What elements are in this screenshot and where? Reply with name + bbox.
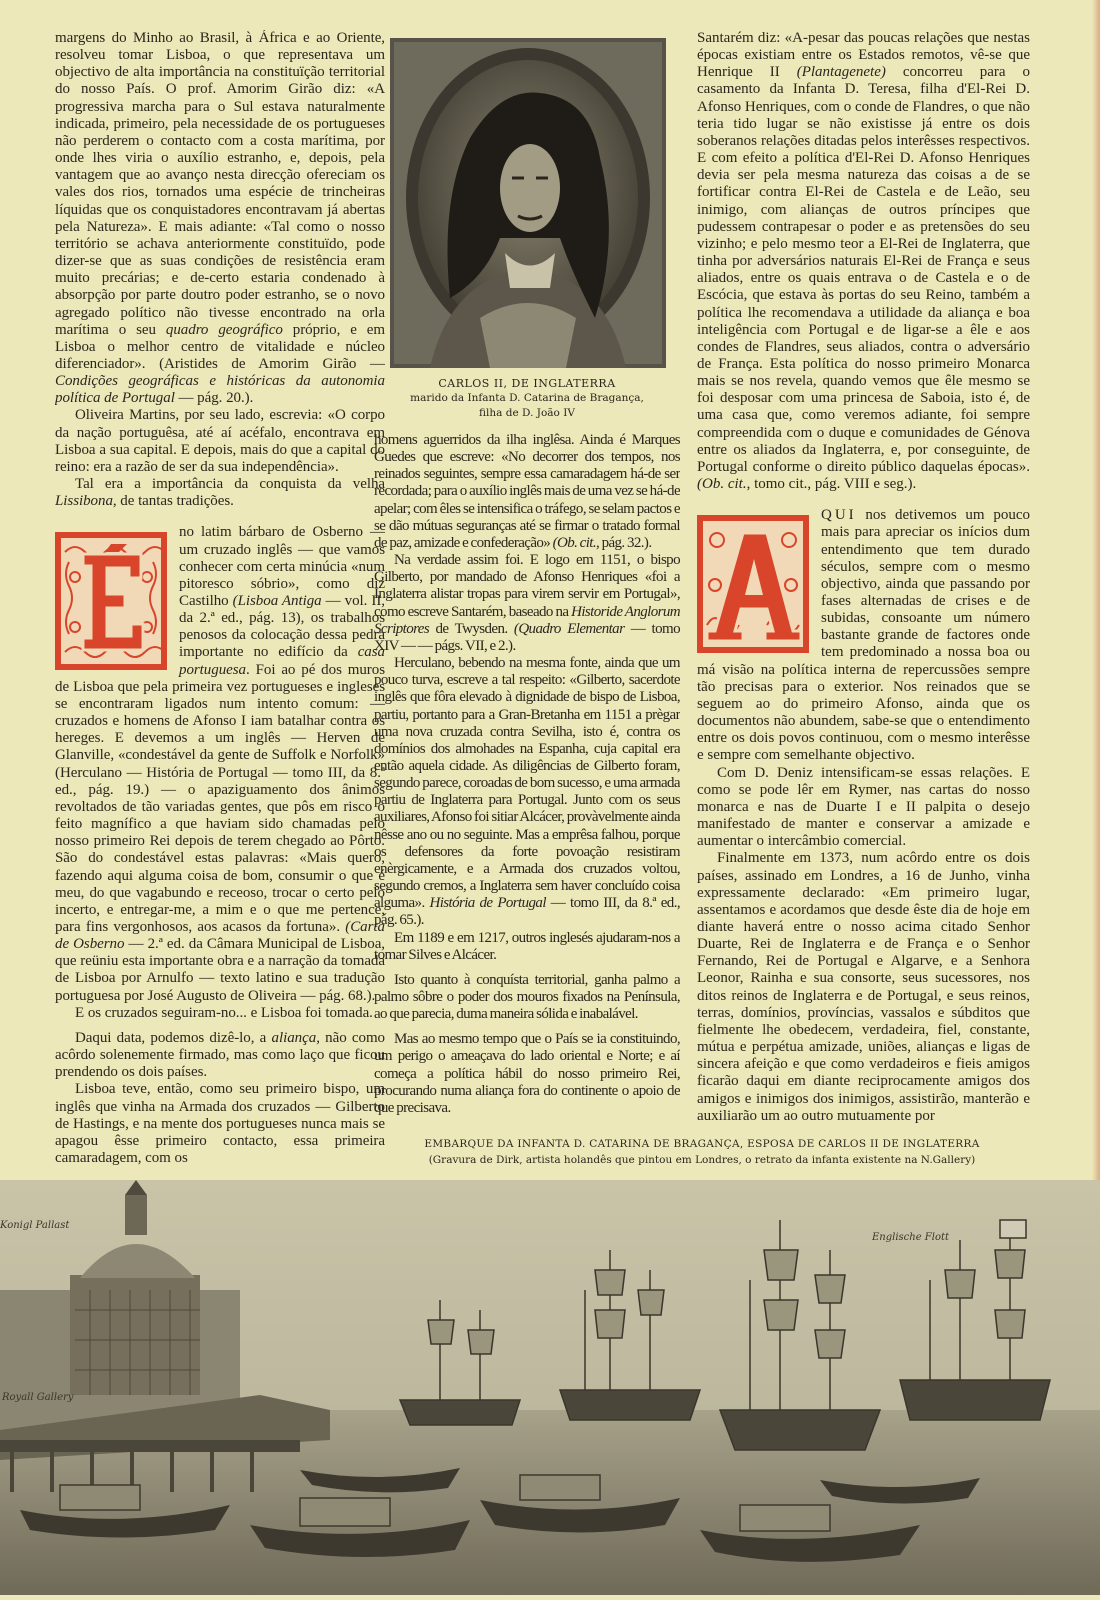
text-run: Finalmente em 1373, num acôrdo entre os dois países, assinado em Londres, a 16 de Junho, vinha expressamente declarado: «Em primeiro lugar, assentamos e acordamos que desde êste dia de hoje em diante haverá entre o nosso acima citado Senhor Duarte, Rei de Inglaterra e de França e o Senhor Fernando, Rei de Portugal e Algarve, e a Senhora Leonor, Rainha e sua consorte, seus sucessores, nos ditos reinos de Inglaterra e de Portugal, e seus reinos, terras, domínios, províncias, vassalos e súbditos que fielmente lhe obedecem, verdadeira, fiel, constante, mútua e perpétua amizade, uniões, alianças e ligas de sincera afeição e que como verdadeiros e fieis amigos ficarão daqui em diante reciprocamente amigos dos amigos e inimigos dos inimigos, assistirão, manterão e auxiliarão um ao outro mutuamente por (697, 850, 1030, 1124)
portrait-caption-title: CARLOS II, DE INGLATERRA (438, 377, 616, 390)
paragraph (55, 476, 385, 510)
italic-text-run: Lissibona (55, 493, 113, 510)
text-run: , de tantas tradições. (112, 493, 234, 510)
paragraph (55, 1030, 385, 1081)
text-run: Herculano, bebendo na mesma fonte, ainda que um pouco turva, escreve a tal respeito: «Gilberto, sacerdote inglês que fôra elevado à dignidade de bispo de Lisboa, partiu, portanto para a Gran-Bretanha em 1151 a prègar uma nova cruzada contra Sevilha, isto é, contra os domínios dos almohades na Espanha, cuja capital era então aquela cidade. As diligências de Gilberto foram, segundo parece, coroadas de bom sucesso, e uma armada partiu de Inglaterra para Portugal. Junto com os seus auxiliares, Afonso foi sitiar Alcácer, provàvelmente ainda nêsse ano ou no seguinte. Mas a emprêsa falhou, porque os defensores da forte povoação resistiram enèrgicamente, e a Armada dos cruzados voltou, segundo cremos, a Inglaterra sem haver concluído coisa alguma». (374, 655, 680, 912)
text-run: homens aguerridos da ilha inglêsa. Ainda é Marques Guedes que escreve: «No decorrer dos tempos, nos reinados seguintes, sempre essa camaradagem há-de ser recordada; para o auxílio inglês mais de uma vez se há-de apelar; com êles se intensifica o tráfego, se selam pactos e se dão mútuas seguranças até se firmar o tratado formal de paz, amizade e confederação» (374, 432, 680, 551)
paragraph (374, 972, 680, 1023)
text-run: — tomo III, da 8.ª ed., pág. 65.). (374, 895, 680, 929)
text-run: , não como acôrdo solenemente firmado, mas como laço que ficou prendendo os dois países. (55, 1029, 385, 1081)
italic-text-run: (Carta de Osberno (55, 918, 385, 953)
dropcap-lead-text: QUI (821, 507, 857, 524)
article-column-middle (374, 432, 680, 1128)
illuminated-initial-e (55, 532, 167, 670)
paragraph (55, 1005, 385, 1022)
text-run: próprio, e em Lisboa o melhor centro de vitalidade e núcleo diferenciador». (Aristides de Amorim Girão — (55, 321, 385, 372)
text-run: margens do Minho ao Brasil, à África e ao Oriente, resolveu tomar Lisboa, o que representava um objectivo de alta importância na constituïção territorial do nosso País. O prof. Amorim Girão diz: «A progressiva marcha para o Sul estava naturalmente indicada, primeiro, pela necessidade de os portugueses não perderem o contacto com a costa marítima, por onde lhes viria o auxílio estranho, e, depois, pela vantagem que ao avanço nesta direcção ofereciam os vales dos rios, tornados uma espécie de trincheiras líquidas que os conquistadores encontravam já abertas pela Natureza». E mais adiante: «Tal como o nosso território se achava anteriormente constituïdo, pode dizer-se que as suas condições de resistência eram muito precárias; e de-certo estaria condenado à absorpção por parte doutro poder estranho, se o novo agregado político não tivesse encontrado na orla marítima o seu (55, 30, 385, 338)
text-run: E os cruzados seguiram-no... e Lisboa foi tomada. (75, 1004, 373, 1021)
paragraph (697, 30, 1030, 493)
engraving-embarkation-scene (0, 1180, 1100, 1595)
italic-text-run: casa portuguesa (179, 644, 385, 678)
paragraph (374, 432, 680, 552)
article-column-right (697, 30, 1030, 1128)
italic-text-run: História de Portugal (429, 895, 546, 912)
text-run: Tal era a importância da conquista da velha (75, 476, 385, 493)
text-run: , tomo cit., pág. VIII e seg.). (746, 476, 917, 493)
paragraph (697, 850, 1030, 1125)
paragraph (55, 30, 385, 407)
dropcap-section-a (697, 507, 1030, 764)
text-run: , pág. 32.). (596, 534, 652, 551)
italic-text-run: Historide Anglorum Scriptores (374, 603, 680, 637)
text-run: Daqui data, podemos dizê-lo, a (75, 1029, 272, 1046)
text-run: de Twysden. (429, 620, 514, 637)
italic-text-run: (Plantagenete) (796, 64, 886, 81)
text-run: Oliveira Martins, por seu lado, escrevia: «O corpo da nação portuguêsa, até aí acéfalo, encontrava em Lisboa a sua capital. E depois, mais do que a capital do reino: era a razão de ser da sua independência». (55, 407, 385, 475)
italic-text-run: (Ob. cit. (697, 476, 747, 493)
engraving-caption-subtitle: (Gravura de Dirk, artista holandês que pintou em Londres, o retrato da infanta existente na N.Gallery) (428, 1154, 976, 1166)
text-run: Em 1189 e em 1217, outros inglesés ajudaram-nos a tomar Silves e Alcácer. (374, 929, 680, 963)
paragraph (697, 765, 1030, 851)
italic-text-run: Condições geográficas e históricas da autonomia política de Portugal (55, 373, 385, 407)
text-run: concorreu para o casamento da Infanta D. Teresa, filha d'El-Rei D. Afonso Henriques, com o conde de Flandres, o que não teria tido lugar se não existisse já entre os dois soberanos relações ditadas pelos interêsses respectivos. E com efeito a política d'El-Rei D. Afonso Henriques devia ser pela mesma natureza das coisas a de se fortificar contra El-Rei de Castela e de Leão, seu inimigo, com alianças de outros príncipes que pudessem contrapesar o poder e as pretensões do seu vizinho; e pelo mesmo teor a El-Rei de Inglaterra, que tinha por adversários naturais El-Rei de França e seus aliados, entre os quais entrava o de Castela e o de Escócia, que estava às portas do seu Reino, também a política lhe recomendava a utilidade da aliança e boa inteligência com Portugal e de ligar-se a êle e aos condes de Flandres, seus aliados, contra o adversário de França. Esta política do nosso primeiro Monarca mais se nos revela, quando vemos que êle mesmo se foi desposar com uma princesa de Saboia, isto é, de uma casa que, como veremos adiante, foi sempre compreendida com o duque e comunidades de Génova entre os aliados da Inglaterra, e, por conseguinte, de Portugal conforme o direito público daquelas épocas». (697, 64, 1030, 475)
text-run: Mas ao mesmo tempo que o País se ia constituindo, um perigo o ameaçava do lado oriental e Norte; e aí começa a política hábil do nosso primeiro Rei, procurando numa aliança fora do continente o apoio de que precisava. (374, 1031, 680, 1116)
text-run: . Foi ao pé dos muros de Lisboa que pela primeira vez portugueses e ingleses se encontraram ligados num intento comum: — cruzados e homens de Afonso I iam batalhar contra os hereges. E devemos a um inglês — Herven de Glanville, «condestável da gente de Suffolk e Norfolk» (Herculano — História de Portugal — tomo III, da 8.ª ed., pág. 19.) — o apaziguamento dos ânimos revoltados de tão variadas gentes, que pôs em risco o feito magnífico a que haviam sido chamadas pelo nosso primeiro Rei depois de terem chegado ao Pôrto. São do condestável estas palavras: «Mais quero, fazendo aqui alguma coisa de bom, consumir o que é meu, do que vagabundo e receoso, trocar o certo pelo incerto, e entregar-me, a mim e o que me pertence, para fins vergonhosos, aos acasos da fortuna». (55, 661, 385, 935)
text-run: — vol. II, da 2.ª ed., pág. 13), os trabalhos penosos da colocação dessa pedra importante no edifício da (179, 593, 385, 661)
portrait-caption-line: filha de D. João IV (479, 407, 575, 419)
portrait-caption-line: marido da Infanta D. Catarina de Bragança, (410, 392, 644, 404)
text-run: Isto quanto à conquísta territorial, ganha palmo a palmo sôbre o poder dos mouros fixados na Península, ao que parecia, duma maneira sólida e inabalável. (374, 971, 680, 1023)
paragraph (55, 407, 385, 476)
text-run: nos detivemos um pouco mais para apreciar os inícios dum entendimento que tem durado séculos, sempre com o mesmo objectivo, ainda que passando por fases alternadas de crises e de subidas, consoante um número bastante grande de factores onde tem predominado a nossa boa ou má visão na política interna de repercussões sempre tão precisas para o exterior. Nos reinados que se seguem ao do primeiro Afonso, ainda que os documentos não abundem, sabe-se que o entendimento entre os dois povos continuou, com o mesmo interêsse e sempre com semelhante objectivo. (697, 507, 1030, 764)
text-run: — pág. 20.). (174, 390, 254, 407)
paragraph (55, 1081, 385, 1167)
paragraph (374, 1031, 680, 1117)
engraving-label-fleet: Englische Flott (872, 1232, 950, 1243)
illuminated-initial-a (697, 515, 809, 653)
text-run: Santarém diz: «A-pesar das poucas relações que nestas épocas existiam entre os Estados remotos, vê-se que Henrique II (697, 30, 1030, 81)
text-run: no latim bárbaro de Osberno — um cruzado inglês — que vamos conhecer com certa minúcia «num pitoresco sóbrio», como diz Castilho (179, 524, 385, 609)
portrait-carlos-ii (390, 38, 666, 368)
engraving-caption-title: EMBARQUE DA INFANTA D. CATARINA DE BRAGANÇA, ESPOSA DE CARLOS II DE INGLATERRA (424, 1138, 980, 1150)
engraving-label-gallery: Royall Gallery (2, 1392, 74, 1403)
text-run: Na verdade assim foi. E logo em 1151, o bispo Gilberto, por mandado de Afonso Henriques «foi a Inglaterra alistar tropas para virem servir em Portugal», como escreve Santarém, baseado na (374, 552, 680, 620)
engraving-label-palace: Konigl Pallast (0, 1220, 70, 1231)
paragraph (374, 552, 680, 655)
dropcap-section-e (55, 524, 385, 1004)
italic-text-run: (Quadro Elementar (513, 620, 625, 637)
text-run: Lisboa teve, então, como seu primeiro bispo, um inglês que vinha na Armada dos cruzados — Gilberto de Hastings, e na mente dos portugueses nunca mais se apagou êsse primeiro contacto, essa primeira camaradagem, com os (55, 1081, 385, 1166)
italic-text-run: (Lisboa Antiga (232, 593, 322, 609)
portrait-caption (374, 376, 680, 421)
italic-text-run: (Ob. cit. (552, 534, 597, 551)
italic-text-run: aliança (271, 1029, 317, 1046)
paragraph (374, 930, 680, 964)
italic-text-run: quadro geográfico (165, 321, 283, 338)
engraving-caption (372, 1136, 1032, 1168)
text-run: — tomo XIV — — págs. VII, e 2.). (374, 620, 680, 654)
text-run: — 2.ª ed. da Câmara Municipal de Lisboa, que reüniu esta importante obra e a narração da tomada de Lisboa por Arnulfo — texto latino e sua tradução portuguesa por José Augusto de Oliveira — pág. 68.). (55, 936, 385, 1004)
text-run: Com D. Deniz intensificam-se essas relações. E como se pode lêr em Rymer, nas cartas do nosso monarca e nas de Duarte I e II palpita o desejo manifestado de manter e conservar a amizade e aumentar o intercâmbio comercial. (697, 764, 1030, 850)
page-edge-shadow (1092, 0, 1100, 1180)
article-column-left (55, 30, 385, 1170)
paragraph (374, 655, 680, 930)
